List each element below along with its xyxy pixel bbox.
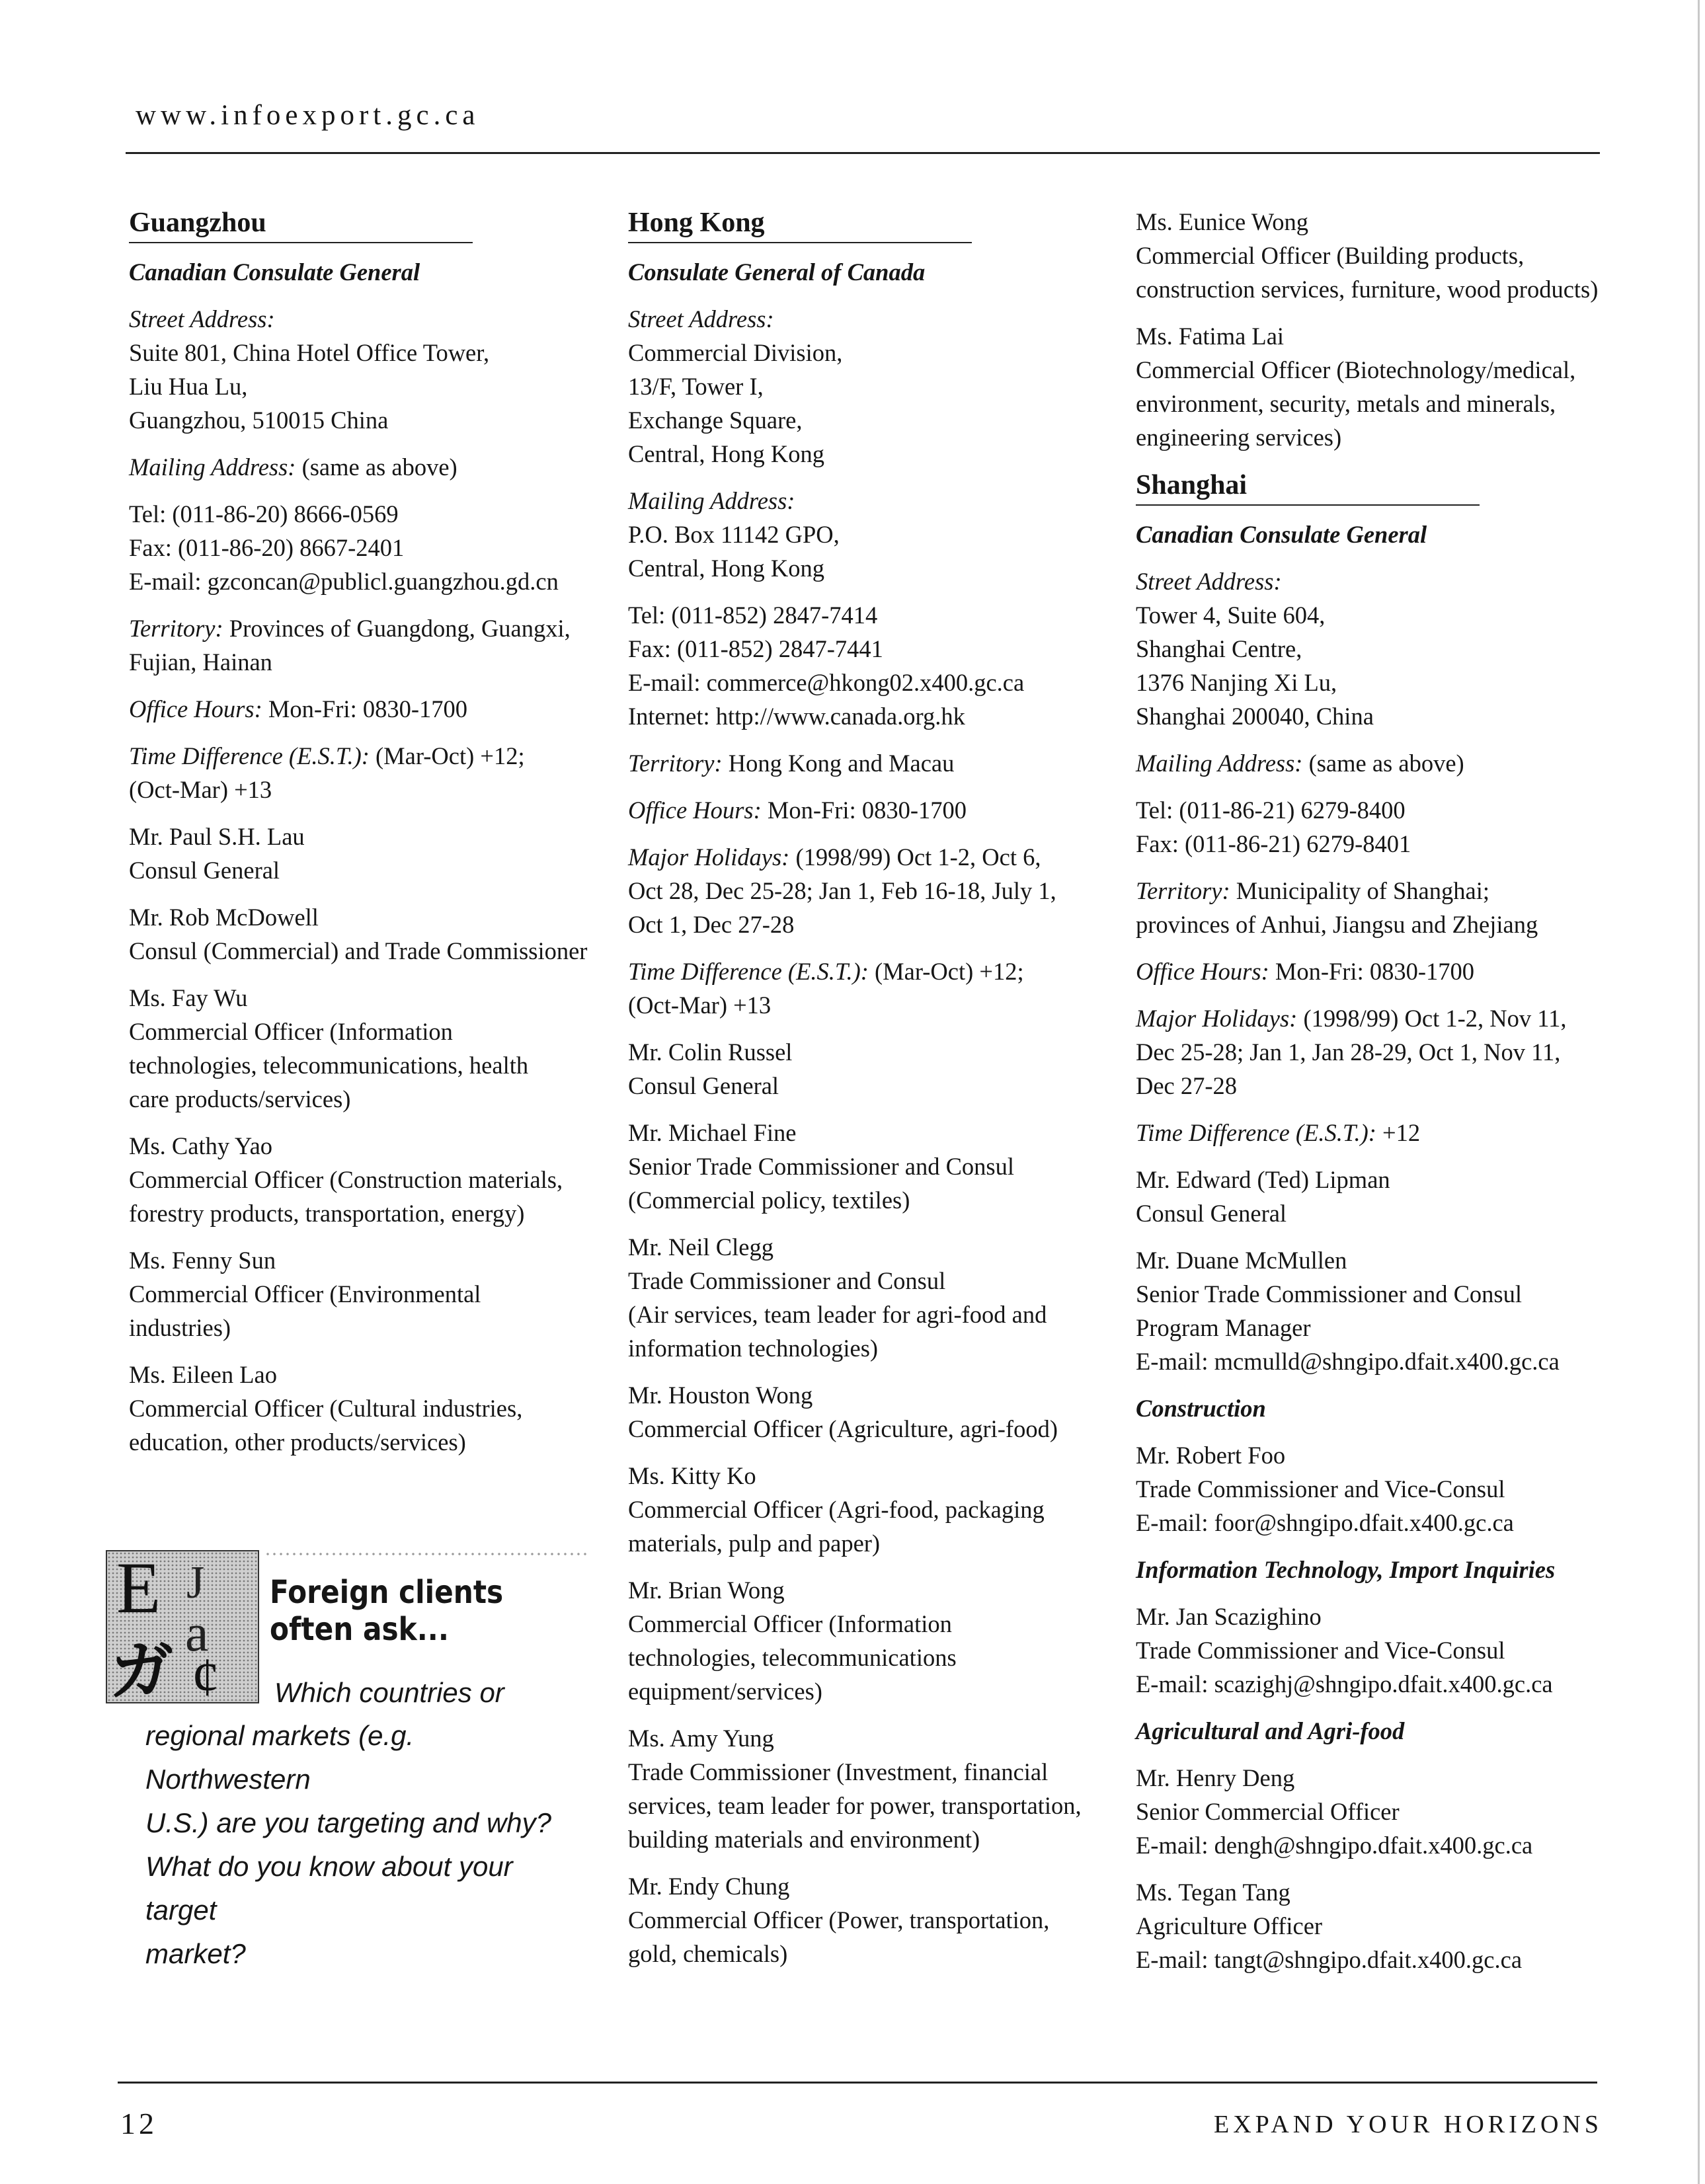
field-label: Office Hours: bbox=[129, 695, 262, 722]
address-line: Commercial Division, bbox=[628, 339, 843, 366]
contact-person bbox=[129, 981, 605, 1116]
territory bbox=[628, 746, 1117, 780]
field-label: Street Address: bbox=[1136, 568, 1282, 595]
collage-glyph: J bbox=[186, 1557, 205, 1608]
sidebar-question-line: What do you know about your target bbox=[145, 1851, 513, 1926]
contact-info bbox=[129, 497, 605, 598]
person-title: engineering services) bbox=[1136, 424, 1342, 451]
sidebar-question: Which countries or bbox=[274, 1677, 504, 1708]
person-name: Mr. Robert Foo bbox=[1136, 1442, 1286, 1469]
sidebar-question-line: regional markets (e.g. Northwestern bbox=[145, 1720, 415, 1795]
person-title: Commercial Officer (Construction materials, bbox=[129, 1166, 563, 1193]
footer-title: EXPAND YOUR HORIZONS bbox=[1213, 2111, 1603, 2138]
contact-person bbox=[1136, 1600, 1625, 1701]
office-name: Consulate General of Canada bbox=[628, 258, 926, 286]
address-line: Shanghai 200040, China bbox=[1136, 703, 1374, 730]
person-title: technologies, telecommunications, health bbox=[129, 1052, 529, 1079]
phone-number: Tel: (011-852) 2847-7414 bbox=[628, 602, 878, 629]
column-hong-kong bbox=[628, 205, 1117, 1984]
field-label: Territory: bbox=[129, 615, 223, 642]
address-line: Shanghai Centre, bbox=[1136, 635, 1302, 662]
person-title: education, other products/services) bbox=[129, 1428, 466, 1456]
field-label: Major Holidays: bbox=[628, 843, 790, 871]
person-title: Consul General bbox=[1136, 1200, 1287, 1227]
person-title: Commercial Officer (Agri-food, packaging bbox=[628, 1496, 1045, 1523]
phone-number: Tel: (011-86-20) 8666-0569 bbox=[129, 500, 399, 527]
field-value: +12 bbox=[1376, 1119, 1421, 1146]
contact-info bbox=[628, 598, 1117, 733]
contact-person bbox=[1136, 1875, 1625, 1976]
person-title: Commercial Officer (Building products, bbox=[1136, 242, 1525, 269]
person-title: Consul (Commercial) and Trade Commissioner bbox=[129, 937, 588, 964]
address-line: Tower 4, Suite 604, bbox=[1136, 602, 1326, 629]
person-title: Commercial Officer (Agriculture, agri-food) bbox=[628, 1415, 1058, 1442]
contact-person bbox=[628, 1459, 1117, 1560]
city-heading-hong-kong: Hong Kong bbox=[628, 205, 972, 243]
contact-person bbox=[628, 1573, 1117, 1708]
city-heading-shanghai: Shanghai bbox=[1136, 467, 1480, 506]
office-hours bbox=[628, 793, 1117, 827]
person-title: Commercial Officer (Cultural industries, bbox=[129, 1395, 523, 1422]
field-value: Mon-Fri: 0830-1700 bbox=[1269, 958, 1474, 985]
column-guangzhou bbox=[129, 205, 605, 1472]
person-title: Commercial Officer (Biotechnology/medical, bbox=[1136, 356, 1576, 383]
email-address[interactable]: E-mail: tangt@shngipo.dfait.x400.gc.ca bbox=[1136, 1946, 1523, 1973]
person-title: building materials and environment) bbox=[628, 1826, 980, 1853]
field-value: (Oct-Mar) +13 bbox=[628, 992, 772, 1019]
person-title: Trade Commissioner and Vice-Consul bbox=[1136, 1637, 1505, 1664]
person-title: industries) bbox=[129, 1314, 231, 1341]
field-label: Mailing Address: bbox=[1136, 750, 1303, 777]
person-name: Ms. Kitty Ko bbox=[628, 1462, 756, 1489]
field-label: Time Difference (E.S.T.): bbox=[1136, 1119, 1376, 1146]
contact-person bbox=[129, 1243, 605, 1345]
person-name: Ms. Amy Yung bbox=[628, 1725, 774, 1752]
contact-person bbox=[1136, 205, 1625, 306]
field-value: Fujian, Hainan bbox=[129, 648, 272, 676]
column-shanghai bbox=[1136, 205, 1625, 1990]
field-value: Hong Kong and Macau bbox=[722, 750, 955, 777]
address-line: Central, Hong Kong bbox=[628, 555, 825, 582]
email-address[interactable]: E-mail: gzconcan@publicl.guangzhou.gd.cn bbox=[129, 568, 559, 595]
field-label: Territory: bbox=[1136, 877, 1230, 904]
person-title: Consul General bbox=[129, 857, 280, 884]
footer-rule bbox=[118, 2082, 1597, 2084]
address-line: 1376 Nanjing Xi Lu, bbox=[1136, 669, 1337, 696]
field-value: (Mar-Oct) +12; bbox=[868, 958, 1024, 985]
person-title: (Air services, team leader for agri-food and bbox=[628, 1301, 1047, 1328]
field-value: (Mar-Oct) +12; bbox=[369, 742, 525, 769]
person-name: Mr. Houston Wong bbox=[628, 1382, 813, 1409]
time-difference bbox=[1136, 1116, 1625, 1150]
contact-person bbox=[628, 1378, 1117, 1446]
contact-person bbox=[129, 1358, 605, 1459]
field-value: (1998/99) Oct 1-2, Oct 6, bbox=[789, 843, 1041, 871]
person-name: Mr. Henry Deng bbox=[1136, 1764, 1295, 1791]
collage-graphic bbox=[107, 1551, 258, 1702]
person-title: (Commercial policy, textiles) bbox=[628, 1187, 910, 1214]
person-title: Commercial Officer (Information bbox=[129, 1018, 453, 1045]
mailing-address bbox=[129, 450, 605, 484]
contact-person bbox=[129, 1129, 605, 1230]
person-name: Ms. Fatima Lai bbox=[1136, 323, 1285, 350]
page-number: 12 bbox=[120, 2107, 157, 2140]
city-heading-guangzhou: Guangzhou bbox=[129, 205, 473, 243]
address-line: P.O. Box 11142 GPO, bbox=[628, 521, 840, 548]
person-name: Ms. Cathy Yao bbox=[129, 1132, 273, 1159]
field-value: Mon-Fri: 0830-1700 bbox=[761, 797, 967, 824]
field-label: Street Address: bbox=[628, 305, 774, 332]
field-label: Territory: bbox=[628, 750, 723, 777]
website-url[interactable]: www.infoexport.gc.ca bbox=[136, 100, 480, 131]
section-heading-agricultural: Agricultural and Agri-food bbox=[1136, 1717, 1405, 1744]
sidebar-collage-image bbox=[106, 1550, 259, 1703]
contact-person bbox=[628, 1230, 1117, 1365]
street-address bbox=[628, 302, 1117, 471]
person-title: materials, pulp and paper) bbox=[628, 1530, 881, 1557]
collage-glyph: ガ bbox=[110, 1634, 173, 1702]
field-value: (1998/99) Oct 1-2, Nov 11, bbox=[1297, 1005, 1567, 1032]
contact-person bbox=[1136, 1163, 1625, 1230]
person-name: Mr. Jan Scazighino bbox=[1136, 1603, 1322, 1630]
collage-glyph: E bbox=[116, 1551, 161, 1628]
contact-person bbox=[628, 1035, 1117, 1103]
sidebar-title-line: often ask... bbox=[270, 1611, 449, 1648]
contact-person bbox=[129, 820, 605, 887]
field-label: Mailing Address: bbox=[628, 487, 795, 514]
person-name: Mr. Brian Wong bbox=[628, 1577, 785, 1604]
field-value: Provinces of Guangdong, Guangxi, bbox=[223, 615, 571, 642]
field-value: Oct 28, Dec 25-28; Jan 1, Feb 16-18, July 1, bbox=[628, 877, 1056, 904]
address-line: Exchange Square, bbox=[628, 407, 803, 434]
contact-person bbox=[129, 900, 605, 968]
field-label: Mailing Address: bbox=[129, 453, 296, 481]
person-name: Ms. Eileen Lao bbox=[129, 1361, 278, 1388]
office-hours bbox=[1136, 955, 1625, 988]
collage-glyph: a bbox=[185, 1604, 209, 1662]
person-title: Senior Commercial Officer bbox=[1136, 1798, 1400, 1825]
person-name: Mr. Rob McDowell bbox=[129, 904, 319, 931]
contact-person bbox=[1136, 1761, 1625, 1862]
time-difference bbox=[628, 955, 1117, 1022]
person-name: Ms. Tegan Tang bbox=[1136, 1879, 1290, 1906]
person-name: Ms. Fay Wu bbox=[129, 984, 248, 1011]
field-label: Major Holidays: bbox=[1136, 1005, 1298, 1032]
email-address[interactable]: E-mail: commerce@hkong02.x400.gc.ca bbox=[628, 669, 1025, 696]
person-title: Agriculture Officer bbox=[1136, 1912, 1323, 1939]
person-title: Trade Commissioner (Investment, financial bbox=[628, 1758, 1049, 1785]
field-value: (same as above) bbox=[296, 453, 457, 481]
email-address[interactable]: E-mail: foor@shngipo.dfait.x400.gc.ca bbox=[1136, 1509, 1514, 1536]
person-title: Program Manager bbox=[1136, 1314, 1311, 1341]
address-line: 13/F, Tower I, bbox=[628, 373, 764, 400]
person-title: Commercial Officer (Power, transportation, bbox=[628, 1906, 1050, 1933]
fax-number: Fax: (011-852) 2847-7441 bbox=[628, 635, 883, 662]
email-address[interactable]: E-mail: scazighj@shngipo.dfait.x400.gc.ca bbox=[1136, 1670, 1553, 1697]
sidebar-title bbox=[270, 1574, 503, 1648]
person-title: gold, chemicals) bbox=[628, 1940, 788, 1967]
time-difference bbox=[129, 739, 605, 806]
contact-person bbox=[1136, 319, 1625, 454]
fax-number: Fax: (011-86-21) 6279-8401 bbox=[1136, 830, 1411, 857]
person-title: Trade Commissioner and Vice-Consul bbox=[1136, 1475, 1505, 1502]
sidebar-question-line: market? bbox=[145, 1938, 246, 1969]
address-line: Liu Hua Lu, bbox=[129, 373, 248, 400]
field-value: Oct 1, Dec 27-28 bbox=[628, 911, 795, 938]
person-title: Commercial Officer (Information bbox=[628, 1610, 952, 1637]
field-label: Time Difference (E.S.T.): bbox=[628, 958, 869, 985]
field-value: Municipality of Shanghai; bbox=[1230, 877, 1489, 904]
person-title: Senior Trade Commissioner and Consul bbox=[628, 1153, 1015, 1180]
person-name: Ms. Fenny Sun bbox=[129, 1247, 276, 1274]
person-name: Mr. Neil Clegg bbox=[628, 1233, 773, 1261]
section-heading-information-technology: Information Technology, Import Inquiries bbox=[1136, 1556, 1556, 1583]
field-value: Dec 27-28 bbox=[1136, 1072, 1238, 1099]
field-value: provinces of Anhui, Jiangsu and Zhejiang bbox=[1136, 911, 1538, 938]
scan-edge bbox=[1698, 0, 1700, 2184]
contact-person bbox=[628, 1721, 1117, 1856]
contact-person bbox=[1136, 1243, 1625, 1378]
collage-glyph: ¢ bbox=[192, 1647, 219, 1702]
section-heading-construction: Construction bbox=[1136, 1395, 1266, 1422]
person-title: Trade Commissioner and Consul bbox=[628, 1267, 946, 1294]
person-title: forestry products, transportation, energy) bbox=[129, 1200, 525, 1227]
dotted-rule bbox=[264, 1551, 588, 1557]
person-name: Mr. Endy Chung bbox=[628, 1873, 790, 1900]
person-title: technologies, telecommunications bbox=[628, 1644, 957, 1671]
person-title: Senior Trade Commissioner and Consul bbox=[1136, 1280, 1523, 1307]
major-holidays bbox=[1136, 1001, 1625, 1103]
field-label: Office Hours: bbox=[1136, 958, 1269, 985]
office-hours bbox=[129, 692, 605, 726]
person-name: Mr. Duane McMullen bbox=[1136, 1247, 1347, 1274]
office-name: Canadian Consulate General bbox=[1136, 521, 1427, 548]
contact-person bbox=[628, 1869, 1117, 1970]
mailing-address bbox=[628, 484, 1117, 585]
contact-person bbox=[1136, 1438, 1625, 1540]
mailing-address bbox=[1136, 746, 1625, 780]
person-title: environment, security, metals and minerals, bbox=[1136, 390, 1556, 417]
sidebar-title-line: Foreign clients bbox=[270, 1574, 504, 1611]
street-address bbox=[129, 302, 605, 437]
sidebar-question-line: U.S.) are you targeting and why? bbox=[145, 1807, 552, 1838]
person-name: Mr. Colin Russel bbox=[628, 1038, 793, 1066]
fax-number: Fax: (011-86-20) 8667-2401 bbox=[129, 534, 405, 561]
website-link[interactable]: Internet: http://www.canada.org.hk bbox=[628, 703, 965, 730]
field-value: (same as above) bbox=[1302, 750, 1464, 777]
email-address[interactable]: E-mail: mcmulld@shngipo.dfait.x400.gc.ca bbox=[1136, 1348, 1560, 1375]
person-title: information technologies) bbox=[628, 1335, 879, 1362]
header-rule bbox=[126, 152, 1600, 154]
person-name: Mr. Paul S.H. Lau bbox=[129, 823, 305, 850]
contact-info bbox=[1136, 793, 1625, 861]
person-name: Mr. Michael Fine bbox=[628, 1119, 797, 1146]
contact-person bbox=[628, 1116, 1117, 1217]
major-holidays bbox=[628, 840, 1117, 941]
address-line: Central, Hong Kong bbox=[628, 440, 825, 467]
field-value: Dec 25-28; Jan 1, Jan 28-29, Oct 1, Nov 11, bbox=[1136, 1038, 1561, 1066]
phone-number: Tel: (011-86-21) 6279-8400 bbox=[1136, 797, 1406, 824]
street-address bbox=[1136, 565, 1625, 733]
person-title: services, team leader for power, transportation, bbox=[628, 1792, 1082, 1819]
field-label: Office Hours: bbox=[628, 797, 762, 824]
field-value: (Oct-Mar) +13 bbox=[129, 776, 272, 803]
sidebar-question-continued bbox=[145, 1714, 582, 1976]
address-line: Suite 801, China Hotel Office Tower, bbox=[129, 339, 490, 366]
person-name: Ms. Eunice Wong bbox=[1136, 208, 1308, 235]
field-label: Street Address: bbox=[129, 305, 275, 332]
office-name: Canadian Consulate General bbox=[129, 258, 420, 286]
territory bbox=[129, 611, 605, 679]
email-address[interactable]: E-mail: dengh@shngipo.dfait.x400.gc.ca bbox=[1136, 1832, 1533, 1859]
person-title: Commercial Officer (Environmental bbox=[129, 1280, 481, 1307]
person-title: care products/services) bbox=[129, 1085, 351, 1112]
address-line: Guangzhou, 510015 China bbox=[129, 407, 389, 434]
field-label: Time Difference (E.S.T.): bbox=[129, 742, 370, 769]
person-title: Consul General bbox=[628, 1072, 779, 1099]
person-title: construction services, furniture, wood products) bbox=[1136, 276, 1599, 303]
field-value: Mon-Fri: 0830-1700 bbox=[262, 695, 467, 722]
territory bbox=[1136, 874, 1625, 941]
person-name: Mr. Edward (Ted) Lipman bbox=[1136, 1166, 1390, 1193]
person-title: equipment/services) bbox=[628, 1678, 822, 1705]
